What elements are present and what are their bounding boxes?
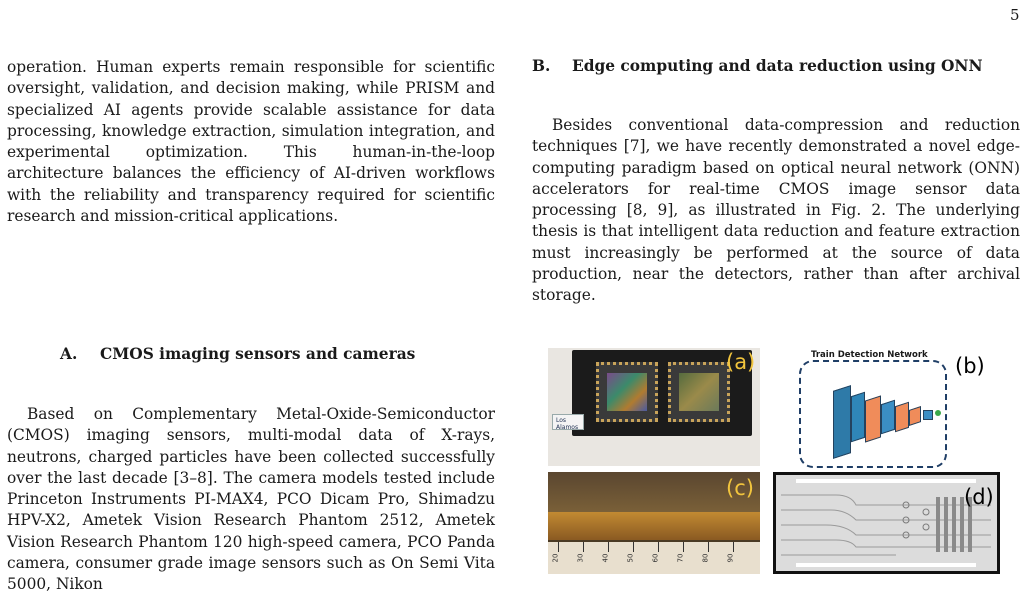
section-a-heading bbox=[60, 345, 415, 363]
ruler-number-60: 60 bbox=[651, 553, 660, 563]
panel-label-d: (d) bbox=[964, 485, 994, 509]
figure-panel-c bbox=[548, 472, 760, 574]
intro-paragraph: operation. Human experts remain responsible for scientific oversight, validation, and decision making, while PRISM and specialized AI agents provide scalable assistance for data processing, knowledge extraction, simulation integration, and experimental optimization. This human-in-the-loop architecture balances the efficiency of AI-driven workflows with the reliability and transparency required for scientific research and mission-critical applications. bbox=[7, 58, 495, 226]
section-b-number: B. bbox=[532, 57, 551, 75]
sensor-chip-left bbox=[596, 362, 658, 422]
cmos-paragraph: Based on Complementary Metal-Oxide-Semiconductor (CMOS) imaging sensors, multi-modal data of X-rays, neutrons, charged particles have been collected successfully over the last decade [3–8]. The camera models tested include Princeton Instruments PI-MAX4, PCO Dicam Pro, Shimadzu HPV-X2, Ametek Vision Research Phantom 2512, Ametek Vision Research Phantom 120 high-speed camera, PCO Panda camera, consumer grade image sensors such as On Semi Vita 5000, Nikon bbox=[7, 405, 495, 594]
network-output bbox=[923, 410, 933, 420]
network-output-dot bbox=[935, 410, 941, 416]
panel-label-a: (a) bbox=[726, 350, 756, 374]
onn-paragraph: Besides conventional data-compression and reduction techniques [7], we have recently demonstrated a novel edge-computing paradigm based on optical neural network (ONN) accelerators for real-time CMOS image sensor data processing [8, 9], as illustrated in Fig. 2. The underlying thesis is that intelligent data reduction and feature extraction must increasingly be performed at the source of data production, near the detectors, rather than after archival storage. bbox=[532, 116, 1020, 305]
ruler-number-50: 50 bbox=[626, 553, 635, 563]
network-layer-5 bbox=[895, 402, 909, 433]
section-b-title: Edge computing and data reduction using ONN bbox=[572, 57, 983, 75]
figure-panel-a bbox=[548, 348, 760, 466]
section-b-heading bbox=[532, 57, 983, 75]
ruler bbox=[548, 542, 760, 574]
network-layer-3 bbox=[865, 395, 881, 442]
los-alamos-logo: Los Alamos bbox=[552, 414, 584, 430]
figure-panel-b bbox=[793, 348, 1000, 468]
network-layer-4 bbox=[881, 400, 895, 435]
sensor-chip-right bbox=[668, 362, 730, 422]
chip-strip bbox=[548, 512, 760, 540]
section-a-number: A. bbox=[60, 345, 78, 363]
left-intro-paragraph bbox=[7, 57, 495, 227]
panel-label-c: (c) bbox=[726, 476, 754, 500]
network-layer-1 bbox=[833, 385, 851, 459]
section-a-title: CMOS imaging sensors and cameras bbox=[100, 345, 416, 363]
page-number: 5 bbox=[1010, 6, 1020, 24]
figure-panel-d bbox=[773, 472, 1000, 574]
ruler-number-20: 20 bbox=[551, 553, 560, 563]
ruler-number-80: 80 bbox=[701, 553, 710, 563]
panel-label-b: (b) bbox=[955, 354, 985, 378]
left-cmos-paragraph-container bbox=[7, 404, 495, 596]
ruler-number-40: 40 bbox=[601, 553, 610, 563]
network-title: Train Detection Network bbox=[811, 350, 928, 360]
figure-2 bbox=[548, 348, 1000, 580]
network-layer-2 bbox=[851, 392, 865, 443]
ruler-number-90: 90 bbox=[726, 553, 735, 563]
ruler-number-70: 70 bbox=[676, 553, 685, 563]
right-onn-paragraph-container bbox=[532, 115, 1020, 307]
ruler-number-30: 30 bbox=[576, 553, 585, 563]
